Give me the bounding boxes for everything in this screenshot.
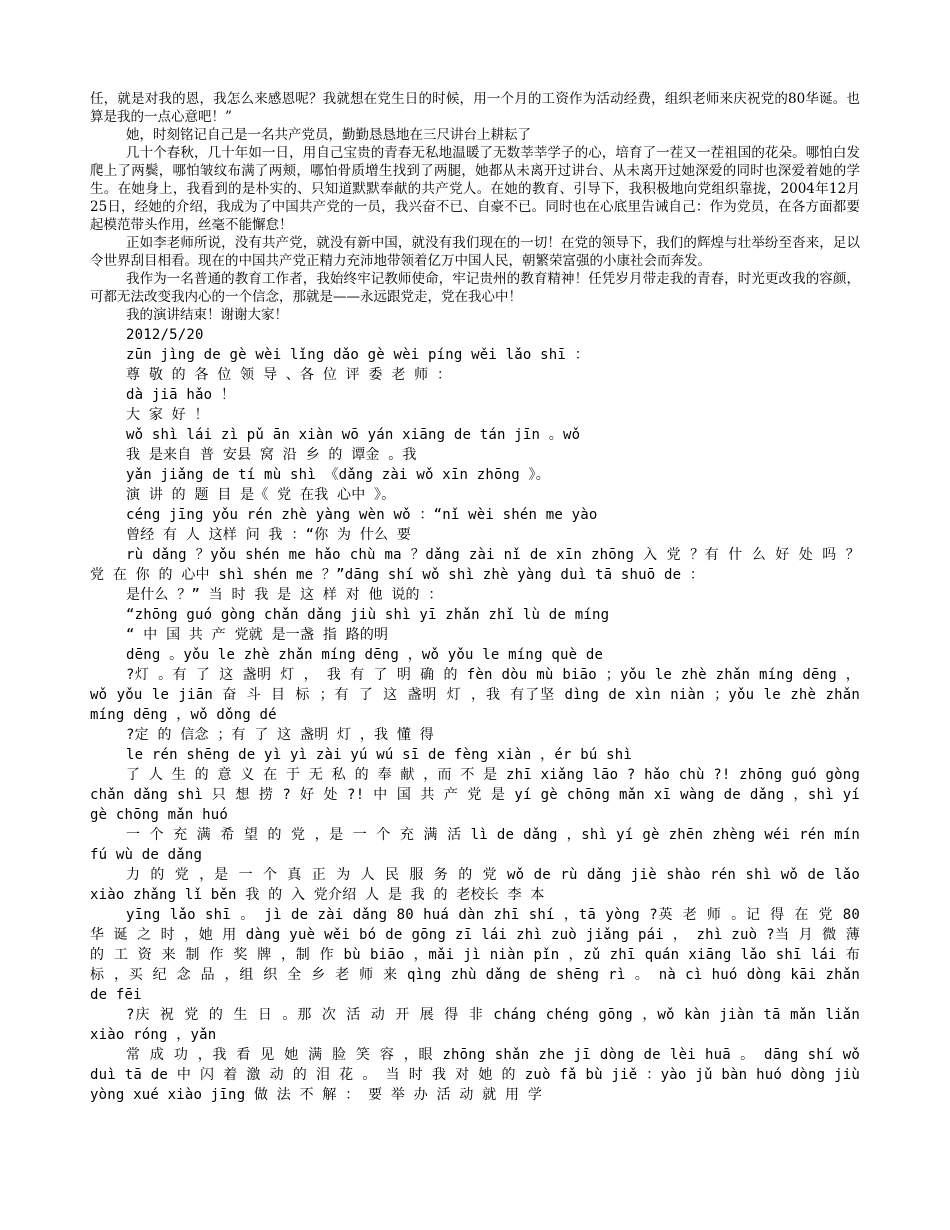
- mixed-line: 常 成 功 ，我 看 见 她 满 脸 笑 容 ，眼 zhōng shǎn zhe jī dòng de lèi huā 。 dāng shí wǒ duì tā de 中 闪 着 激 动 的 泪 花 。 当 时 我 对 她 的 zuò fǎ bù jiě ：yào jǔ bàn huó dòng jiù yòng xué xiào jīng 做 法 不 解 ： 要 举 办 活 动 就 用 学: [90, 1047, 860, 1103]
- paragraph: 任，就是对我的恩，我怎么来感恩呢？我就想在党生日的时候，用一个月的工资作为活动经费，组织老师来庆祝党的80华诞。也算是我的一点心意吧！”: [90, 91, 860, 125]
- mixed-line: ?灯 。有 了 这 盏明 灯 ， 我 有 了 明 确 的 fèn dòu mù biāo ；yǒu le zhè zhǎn míng dēng ，wǒ yǒu le jiān 奋 斗 目 标 ；有 了 这 盏明 灯 ，我 有了坚 dìng de xìn niàn ；yǒu le zhè zhǎn míng dēng ，wǒ dǒng dé: [90, 667, 860, 723]
- pinyin-line: yǎn jiǎng de tí mù shì 《dǎng zài wǒ xīn zhōng 》。: [126, 467, 550, 483]
- hanzi-line: “ 中 国 共 产 党就 是一盏 指 路的明: [126, 627, 389, 643]
- pinyin-line: céng jīng yǒu rén zhè yàng wèn wǒ ：“nǐ wèi shén me yào: [126, 507, 598, 523]
- hanzi-line: ?定 的 信念 ；有 了 这 盏明 灯 ，我 懂 得: [126, 727, 434, 743]
- hanzi-line: 大 家 好 ！: [126, 407, 209, 423]
- closing-line: 我的演讲结束！谢谢大家！: [126, 307, 288, 323]
- mixed-line: 一 个 充 满 希 望 的 党 ，是 一 个 充 满 活 lì de dǎng ，shì yí gè zhēn zhèng wéi rén mín fú wù de dǎng: [90, 827, 860, 863]
- hanzi-line: 曾经 有 人 这样 问 我 ：“你 为 什么 要: [126, 527, 412, 543]
- pinyin-section: [90, 325, 860, 1105]
- pinyin-line: dà jiā hǎo ！: [126, 387, 236, 403]
- paragraph: 正如李老师所说，没有共产党，就没有新中国，就没有我们现在的一切！在党的领导下，我们的辉煌与壮举纷至沓来，足以令世界刮目相看。现在的中国共产党正精力充沛地带领着亿万中国人民，朝繁荣富强的小康社会而奔发。: [90, 235, 860, 269]
- paragraph: 几十个春秋，几十年如一日，用自己宝贵的青春无私地温暖了无数莘莘学子的心，培育了一茬又一茬祖国的花朵。哪怕白发爬上了两鬓，哪怕皱纹布满了两颊，哪怕骨质增生找到了两腿，她都从未离开过讲台、从未离开过她深爱的同时也深爱着她的学生。在她身上，我看到的是朴实的、只知道默默奉献的共产党人。在她的教育、引导下，我积极地向党组织靠拢，2004年12月25日，经她的介绍，我成为了中国共产党的一员，我兴奋不已、自豪不已。同时也在心底里告诫自己：作为党员，在各方面都要起模范带头作用，丝毫不能懈怠！: [90, 145, 860, 233]
- hanzi-line: 是什么 ？” 当 时 我 是 这 样 对 他 说的 ：: [126, 587, 443, 603]
- mixed-line: 了 人 生 的 意 义 在 于 无 私 的 奉 献 ，而 不 是 zhī xiǎng lāo ? hǎo chù ?! zhōng guó gòng chǎn dǎng shì 只 想 捞 ? 好 处 ?! 中 国 共 产 党 是 yí gè chōng mǎn xī wàng de dǎng ，shì yí gè chōng mǎn huó: [90, 767, 860, 823]
- mixed-line: rù dǎng ？yǒu shén me hǎo chù ma ？dǎng zài nǐ de xīn zhōng 入 党 ？有 什 么 好 处 吗 ？ 党 在 你 的 心中 shì shén me ？”dāng shí wǒ shì zhè yàng duì tā shuō de ：: [90, 547, 860, 583]
- pinyin-line: zūn jìng de gè wèi lǐng dǎo gè wèi píng wěi lǎo shī ：: [126, 347, 589, 363]
- hanzi-line: 我 是来自 普 安县 窝 沿 乡 的 谭金 。我: [126, 447, 417, 463]
- pinyin-line: dēng 。yǒu le zhè zhǎn míng dēng ，wǒ yǒu le míng què de: [126, 647, 604, 663]
- pinyin-line: le rén shēng de yì yì zài yú wú sī de fèng xiàn ，ér bú shì: [126, 747, 633, 763]
- mixed-line: 力 的 党 ，是 一 个 真 正 为 人 民 服 务 的 党 wǒ de rù dǎng jiè shào rén shì wǒ de lǎo xiào zhǎng lǐ běn 我 的 入 党介绍 人 是 我 的 老校长 李 本: [90, 867, 860, 903]
- speech-prose: [90, 90, 860, 324]
- hanzi-line: 尊 敬 的 各 位 领 导 、各 位 评 委 老 师 ：: [126, 367, 452, 383]
- hanzi-line: 演 讲 的 题 目 是《 党 在我 心中 》。: [126, 487, 396, 503]
- mixed-line: yīng lǎo shī 。 jì de zài dǎng 80 huá dàn zhī shí ，tā yòng ?英 老 师 。记 得 在 党 80 华 诞 之 时 ，她 用 dàng yuè wěi bó de gōng zī lái zhì zuò jiǎng pái ， zhì zuò ?当 月 微 薄 的 工 资 来 制 作 奖 牌 ，制 作 bù biāo ，mǎi jì niàn pǐn ，zǔ zhī quán xiāng lǎo shī lái 布 标 ，买 纪 念 品 ，组 织 全 乡 老 师 来 qìng zhù dǎng de shēng rì 。 nà cì huó dòng kāi zhǎn de fēi: [90, 907, 860, 1003]
- mixed-line: ?庆 祝 党 的 生 日 。那 次 活 动 开 展 得 非 cháng chéng gōng ，wǒ kàn jiàn tā mǎn liǎn xiào róng ，yǎn: [90, 1007, 860, 1043]
- date-line: 2012/5/20: [126, 327, 204, 343]
- paragraph: 她，时刻铭记自己是一名共产党员，勤勤恳恳地在三尺讲台上耕耘了: [126, 127, 531, 143]
- document-page: [90, 90, 860, 1105]
- pinyin-line: wǒ shì lái zì pǔ ān xiàn wō yán xiāng de tán jīn 。wǒ: [126, 427, 581, 443]
- paragraph: 我作为一名普通的教育工作者，我始终牢记教师使命，牢记贵州的教育精神！任凭岁月带走我的青春，时光更改我的容颜，可都无法改变我内心的一个信念，那就是——永远跟党走，党在我心中！: [90, 271, 860, 305]
- pinyin-line: “zhōng guó gòng chǎn dǎng jiù shì yī zhǎn zhǐ lù de míng: [126, 607, 610, 623]
